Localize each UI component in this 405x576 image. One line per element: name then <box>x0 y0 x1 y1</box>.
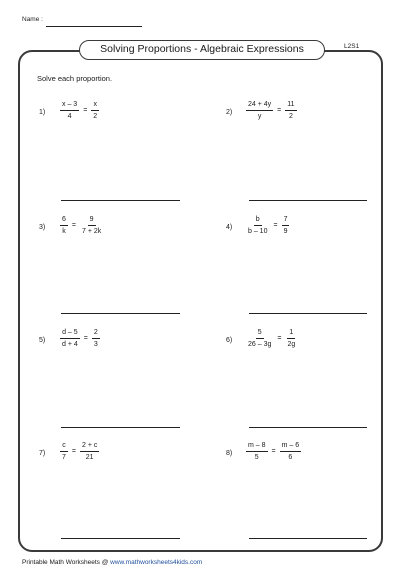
answer-line-6[interactable] <box>249 427 367 428</box>
numerator: 7 <box>282 215 290 226</box>
worksheet-frame <box>18 50 383 552</box>
problem-number: 1) <box>39 109 46 116</box>
footer-prefix: Printable Math Worksheets @ <box>22 559 109 566</box>
left-fraction <box>60 215 68 236</box>
denominator: d + 4 <box>62 341 78 348</box>
numerator: 6 <box>60 215 68 226</box>
problem-number: 8) <box>226 450 233 457</box>
denominator: 7 <box>62 454 66 461</box>
numerator: m – 6 <box>280 441 302 452</box>
answer-line-5[interactable] <box>61 427 180 428</box>
left-fraction <box>60 441 68 462</box>
denominator: 4 <box>67 113 72 120</box>
answer-line-3[interactable] <box>61 313 180 314</box>
numerator: 11 <box>285 100 296 111</box>
problem-number: 4) <box>226 224 233 231</box>
numerator: 24 + 4y <box>246 100 273 111</box>
denominator: 9 <box>283 228 288 235</box>
equals-sign: = <box>83 107 88 114</box>
denominator: b – 10 <box>248 228 268 235</box>
numerator: 2 + c <box>80 441 99 452</box>
equals-sign: = <box>277 107 282 114</box>
numerator: 1 <box>287 328 295 339</box>
worksheet-code: L2S1 <box>344 43 360 50</box>
left-fraction <box>246 215 269 236</box>
numerator: c <box>60 441 68 452</box>
answer-line-2[interactable] <box>249 200 367 201</box>
numerator: 2 <box>92 328 100 339</box>
denominator: 2 <box>93 113 98 120</box>
name-label: Name : <box>22 16 43 23</box>
numerator: m – 8 <box>246 441 268 452</box>
name-line <box>46 26 142 27</box>
equals-sign: = <box>83 335 88 342</box>
numerator: x <box>91 100 99 111</box>
left-fraction <box>60 100 79 121</box>
numerator: 9 <box>88 215 96 226</box>
equals-sign: = <box>277 335 282 342</box>
problem-number: 7) <box>39 450 46 457</box>
problem-number: 6) <box>226 337 233 344</box>
worksheet-title: Solving Proportions - Algebraic Expressions <box>79 40 325 60</box>
right-fraction <box>92 328 100 349</box>
answer-line-1[interactable] <box>61 200 180 201</box>
right-fraction <box>80 215 103 236</box>
denominator: 3 <box>93 341 98 348</box>
left-fraction <box>246 441 268 462</box>
equals-sign: = <box>71 222 76 229</box>
denominator: 7 + 2k <box>82 228 102 235</box>
denominator: y <box>257 113 262 120</box>
footer-site-link[interactable]: www.mathworksheets4kids.com <box>110 559 203 566</box>
numerator: x – 3 <box>60 100 79 111</box>
left-fraction <box>60 328 80 349</box>
right-fraction <box>285 100 296 121</box>
denominator: 26 – 3g <box>248 341 272 348</box>
answer-line-4[interactable] <box>249 313 367 314</box>
denominator: 2g <box>287 341 296 348</box>
left-fraction <box>246 328 273 349</box>
equals-sign: = <box>271 448 276 455</box>
right-fraction <box>80 441 99 462</box>
equals-sign: = <box>273 222 278 229</box>
denominator: 5 <box>254 454 259 461</box>
problem-number: 5) <box>39 337 46 344</box>
problem-number: 2) <box>226 109 233 116</box>
left-fraction <box>246 100 273 121</box>
right-fraction <box>285 328 297 349</box>
right-fraction <box>91 100 99 121</box>
right-fraction <box>282 215 290 236</box>
denominator: 21 <box>85 454 94 461</box>
numerator: b <box>254 215 262 226</box>
numerator: d – 5 <box>60 328 80 339</box>
instructions: Solve each proportion. <box>37 74 113 83</box>
denominator: 2 <box>288 113 293 120</box>
problem-number: 3) <box>39 224 46 231</box>
footer <box>22 559 202 566</box>
right-fraction <box>280 441 302 462</box>
denominator: k <box>62 228 66 235</box>
denominator: 6 <box>288 454 293 461</box>
answer-line-7[interactable] <box>61 538 180 539</box>
equals-sign: = <box>71 448 76 455</box>
answer-line-8[interactable] <box>249 538 367 539</box>
numerator: 5 <box>256 328 264 339</box>
